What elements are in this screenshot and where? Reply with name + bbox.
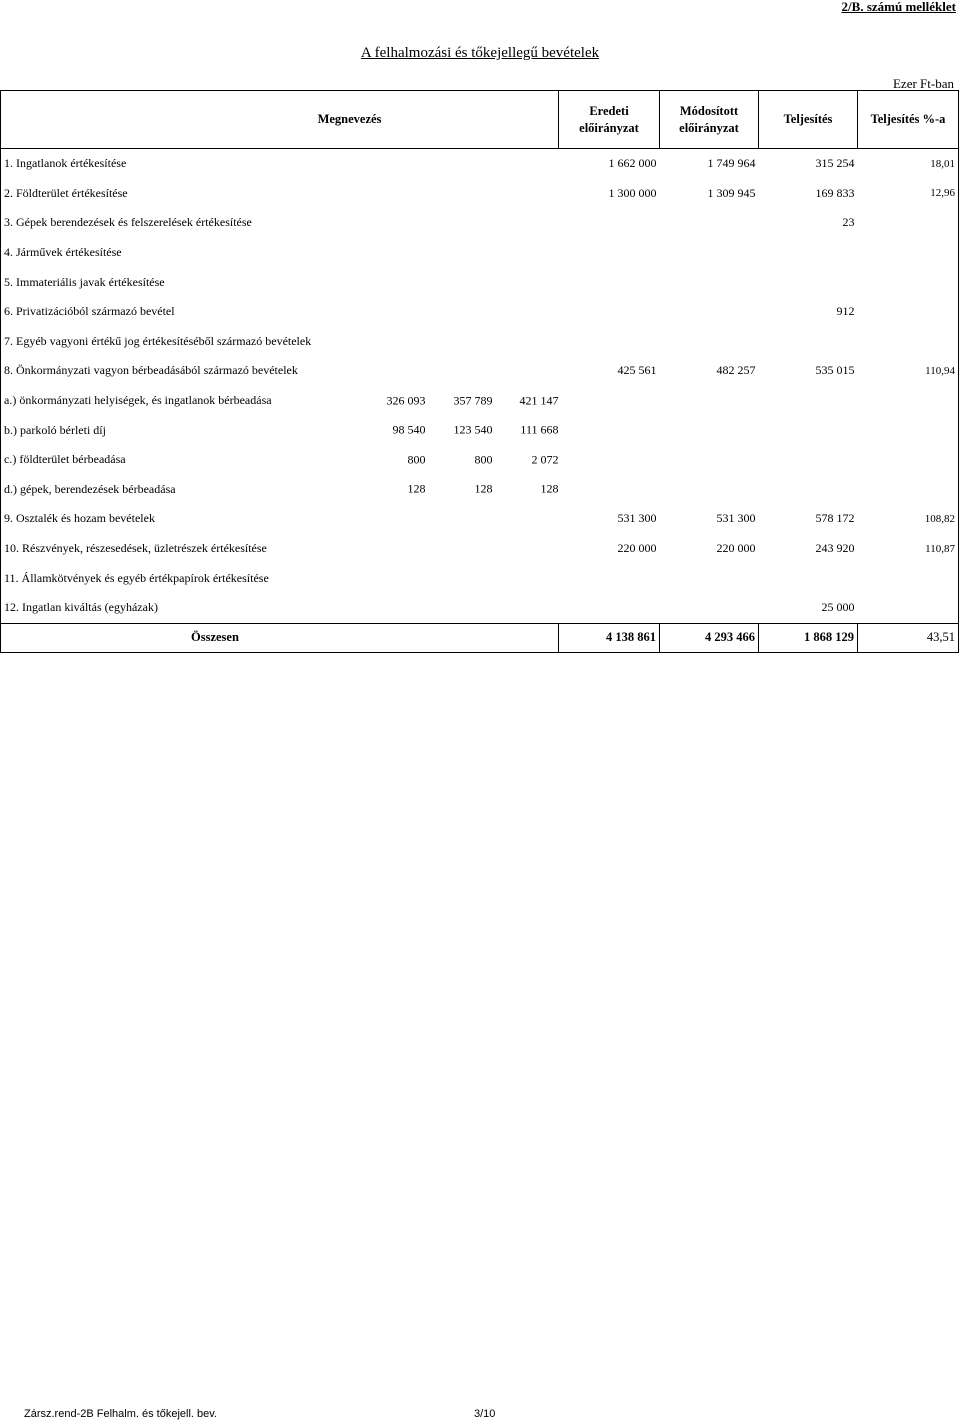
total-name: Összesen [1,623,559,652]
row-actual: 315 254 [815,156,855,171]
subrow-modified: 123 540 [453,422,493,437]
table-row [1,504,959,534]
row-modified: 482 257 [716,363,756,378]
row-percent [858,267,959,297]
subrow-actual: 111 668 [520,422,559,437]
empty-cell [858,475,959,505]
row-modified [660,267,759,297]
row-name: 3. Gépek berendezések és felszerelések értékesítése [4,215,252,230]
header-modified: Módosított előirányzat [660,91,759,149]
table-subrow [1,415,959,445]
empty-cell [660,445,759,475]
table-row [1,297,959,327]
row-name: 1. Ingatlanok értékesítése [4,156,127,171]
table-subrow [1,445,959,475]
table-row [1,149,959,179]
row-actual: 243 920 [815,541,855,556]
row-original [559,297,660,327]
revenue-table [0,90,959,653]
row-percent [858,208,959,238]
annex-label: 2/B. számú melléklet [841,0,956,14]
row-original: 425 561 [617,363,657,378]
header-actual: Teljesítés [759,91,858,149]
table-row [1,267,959,297]
row-percent: 110,94 [925,364,955,377]
row-modified: 220 000 [716,541,756,556]
subrow-cell [1,445,559,475]
row-actual: 578 172 [815,511,855,526]
row-actual: 535 015 [815,363,855,378]
empty-cell [559,475,660,505]
row-original: 1 300 000 [608,185,657,200]
subrow-original: 800 [407,452,426,467]
subrow-actual: 128 [540,481,559,496]
subrow-name: d.) gépek, berendezések bérbeadása [4,481,176,496]
row-percent: 110,87 [925,542,955,555]
table-row [1,563,959,593]
row-name: 5. Immateriális javak értékesítése [4,274,165,289]
empty-cell [759,415,858,445]
row-original: 531 300 [617,511,657,526]
row-modified [660,297,759,327]
empty-cell [858,415,959,445]
row-actual [759,327,858,357]
empty-cell [759,475,858,505]
subrow-name: b.) parkoló bérleti díj [4,422,106,437]
row-modified: 531 300 [716,511,756,526]
row-name: 6. Privatizációból származó bevétel [4,304,175,319]
empty-cell [660,415,759,445]
row-actual: 169 833 [815,185,855,200]
subrow-original: 98 540 [392,422,426,437]
header-name: Megnevezés [1,91,559,149]
row-modified [660,208,759,238]
subrow-original: 128 [407,481,426,496]
empty-cell [559,386,660,416]
row-modified [660,327,759,357]
total-row [1,623,959,652]
row-name: 8. Önkormányzati vagyon bérbeadásából származó bevételek [4,363,298,378]
table-header-row [1,91,959,149]
empty-cell [759,386,858,416]
table-row [1,356,959,386]
row-original [559,593,660,623]
empty-cell [559,445,660,475]
subrow-name: c.) földterület bérbeadása [4,452,126,467]
total-actual: 1 868 129 [759,623,858,652]
row-name: 11. Államkötvények és egyéb értékpapírok értékesítése [4,570,269,585]
row-percent [858,327,959,357]
subrow-original: 326 093 [386,393,426,408]
row-name: 4. Járművek értékesítése [4,245,122,260]
row-modified: 1 749 964 [707,156,756,171]
total-modified: 4 293 466 [660,623,759,652]
subrow-modified: 357 789 [453,393,493,408]
table-row [1,179,959,209]
header-original: Eredeti előirányzat [559,91,660,149]
empty-cell [759,445,858,475]
table-subrow [1,475,959,505]
total-original: 4 138 861 [559,623,660,652]
empty-cell [858,386,959,416]
table-subrow [1,386,959,416]
row-actual [759,267,858,297]
row-percent: 108,82 [924,512,955,525]
page-title: A felhalmozási és tőkejellegű bevételek [360,45,600,61]
row-modified [660,238,759,268]
row-original [559,238,660,268]
row-original: 1 662 000 [608,156,657,171]
row-actual: 912 [836,304,855,319]
subrow-actual: 421 147 [519,393,559,408]
row-name: 12. Ingatlan kiváltás (egyházak) [4,600,158,615]
row-actual [759,563,858,593]
subrow-cell [1,386,559,416]
empty-cell [559,415,660,445]
row-name: 9. Osztalék és hozam bevételek [4,511,155,526]
subrow-cell [1,475,559,505]
footer-page-number: 3/10 [474,1408,496,1420]
row-original: 220 000 [617,541,657,556]
row-name: 10. Részvények, részesedések, üzletrészek értékesítése [4,541,267,556]
empty-cell [858,445,959,475]
subrow-modified: 128 [474,481,493,496]
row-actual [759,238,858,268]
row-original [559,208,660,238]
row-original [559,327,660,357]
row-actual: 23 [842,215,855,230]
row-percent [858,593,959,623]
table-row [1,327,959,357]
table-row [1,534,959,564]
table-row [1,238,959,268]
subrow-actual: 2 072 [531,452,559,467]
total-percent: 43,51 [858,623,959,652]
row-percent [858,238,959,268]
row-actual: 25 000 [821,600,855,615]
row-percent [858,297,959,327]
row-name: 2. Földterület értékesítése [4,185,128,200]
subrow-name: a.) önkormányzati helyiségek, és ingatlanok bérbeadása [4,393,272,408]
row-original [559,563,660,593]
empty-cell [660,475,759,505]
subrow-cell [1,415,559,445]
subrow-modified: 800 [474,452,493,467]
unit-label: Ezer Ft-ban [892,76,954,91]
header-percent: Teljesítés %-a [858,91,959,149]
row-modified [660,593,759,623]
row-modified: 1 309 945 [707,185,756,200]
footer-filename: Zársz.rend-2B Felhalm. és tőkejell. bev. [24,1408,217,1420]
row-percent: 12,96 [930,187,955,200]
table-row [1,208,959,238]
row-percent: 18,01 [930,157,955,170]
row-name: 7. Egyéb vagyoni értékű jog értékesítéséből származó bevételek [4,333,312,348]
row-percent [858,563,959,593]
row-original [559,267,660,297]
row-modified [660,563,759,593]
empty-cell [660,386,759,416]
table-row [1,593,959,623]
